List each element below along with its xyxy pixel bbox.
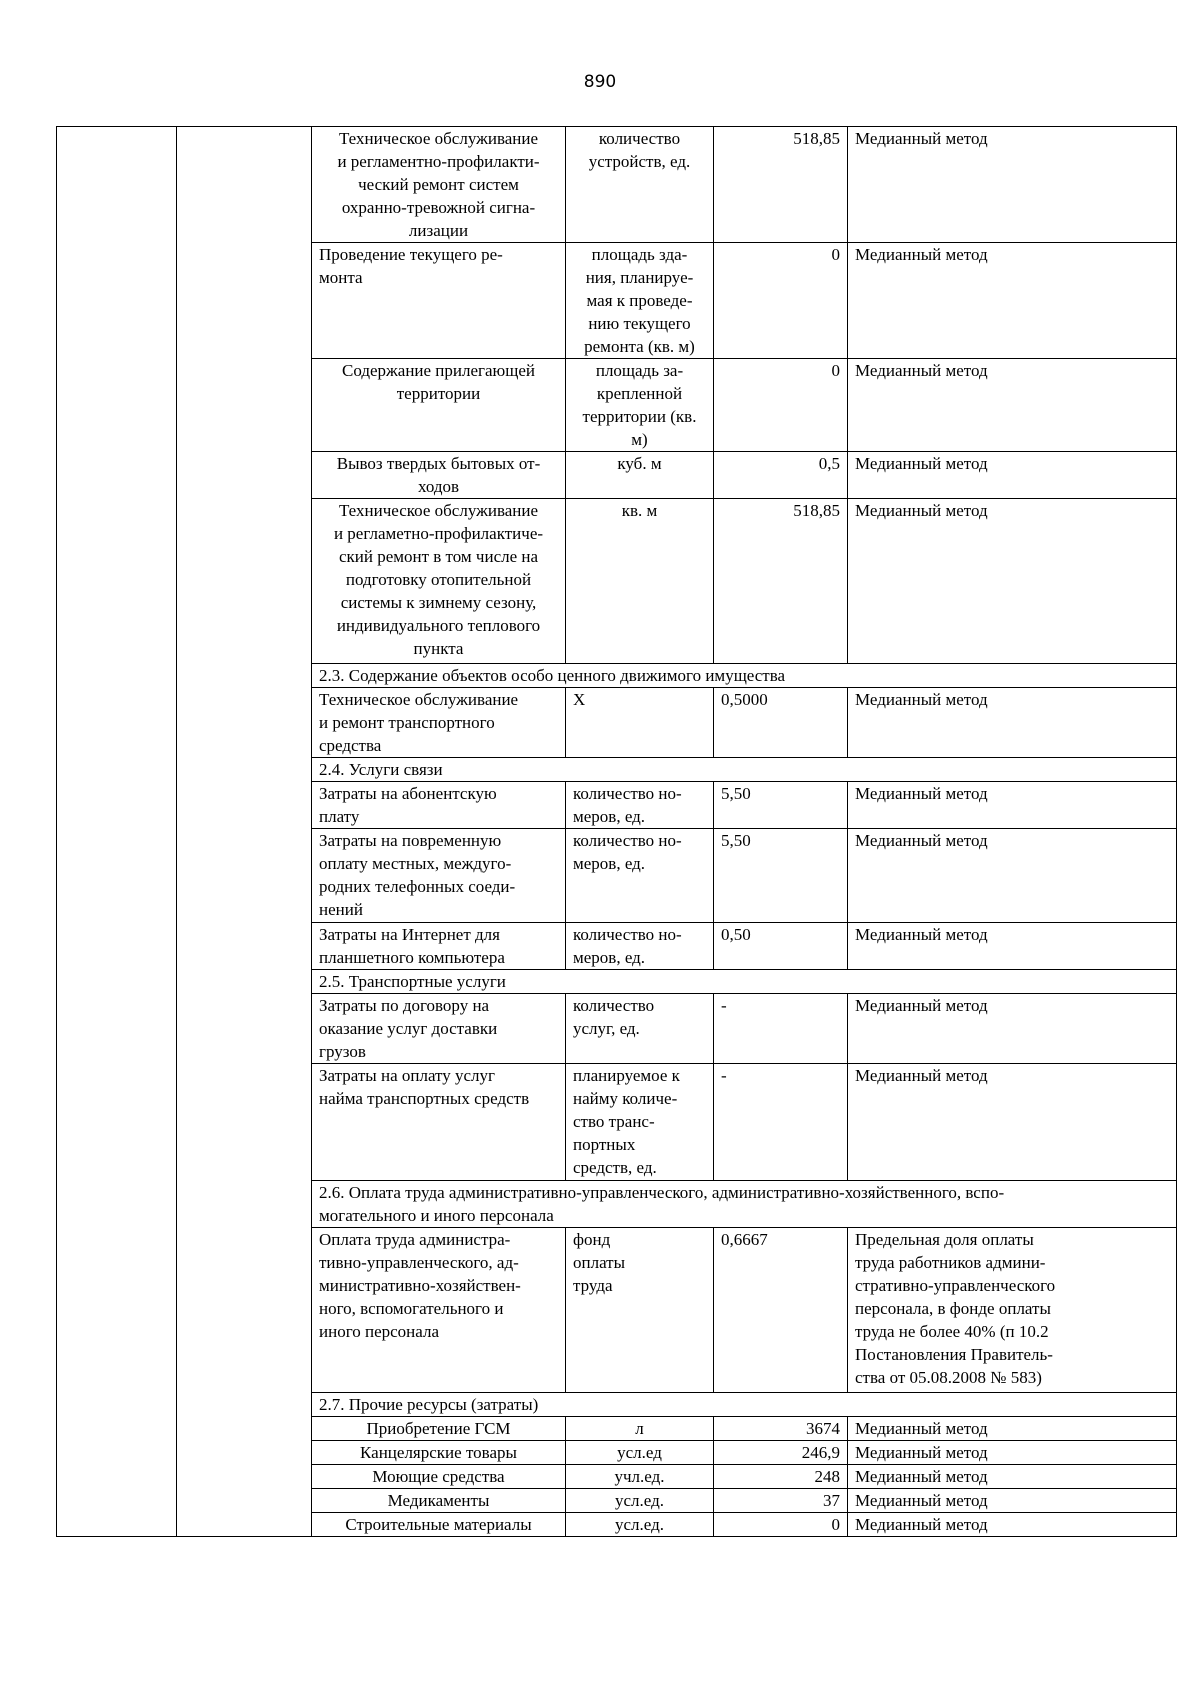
method-cell: Медианный метод	[848, 127, 1177, 243]
method-cell: Медианный метод	[848, 499, 1177, 664]
value-cell: -	[714, 1064, 848, 1181]
unit-cell: усл.ед.	[566, 1513, 714, 1537]
cost-name-cell: Приобретение ГСМ	[312, 1417, 566, 1441]
method-cell: Медианный метод	[848, 452, 1177, 499]
unit-cell: усл.ед.	[566, 1489, 714, 1513]
table-row	[57, 127, 1177, 243]
method-cell: Медианный метод	[848, 829, 1177, 923]
value-cell: 3674	[714, 1417, 848, 1441]
method-cell: Медианный метод	[848, 994, 1177, 1064]
method-cell: Медианный метод	[848, 359, 1177, 452]
value-cell: 0	[714, 243, 848, 359]
method-cell: Медианный метод	[848, 782, 1177, 829]
unit-cell: усл.ед	[566, 1441, 714, 1465]
section-heading: 2.6. Оплата труда административно-управленческого, административно-хозяйственного, вспо- могательного и иного персонала	[312, 1181, 1177, 1228]
empty-column-1	[57, 127, 177, 1537]
cost-name-cell: Содержание прилегающей территории	[312, 359, 566, 452]
method-cell: Медианный метод	[848, 1465, 1177, 1489]
cost-name-cell: Затраты на оплату услуг найма транспортных средств	[312, 1064, 566, 1181]
unit-cell: количество но- меров, ед.	[566, 782, 714, 829]
cost-name-cell: Затраты на Интернет для планшетного компьютера	[312, 923, 566, 970]
value-cell: 0	[714, 1513, 848, 1537]
method-cell: Медианный метод	[848, 1489, 1177, 1513]
cost-name-cell: Канцелярские товары	[312, 1441, 566, 1465]
value-cell: 0	[714, 359, 848, 452]
method-cell: Предельная доля оплаты труда работников админи- стративно-управленческого персонала, в фонде оплаты труда не более 40% (п 10.2 Постановления Правитель- ства от 05.08.2008 № 583)	[848, 1228, 1177, 1393]
unit-cell: площадь за- крепленной территории (кв. м)	[566, 359, 714, 452]
cost-name-cell: Техническое обслуживание и ремонт транспортного средства	[312, 688, 566, 758]
value-cell: 5,50	[714, 782, 848, 829]
cost-name-cell: Затраты по договору на оказание услуг доставки грузов	[312, 994, 566, 1064]
method-cell: Медианный метод	[848, 243, 1177, 359]
unit-cell: Х	[566, 688, 714, 758]
value-cell: 248	[714, 1465, 848, 1489]
cost-name-cell: Проведение текущего ре- монта	[312, 243, 566, 359]
value-cell: 518,85	[714, 127, 848, 243]
cost-name-cell: Моющие средства	[312, 1465, 566, 1489]
value-cell: 5,50	[714, 829, 848, 923]
cost-name-cell: Оплата труда администра- тивно-управленческого, ад- министративно-хозяйствен- ного, вспомогательного и иного персонала	[312, 1228, 566, 1393]
value-cell: 37	[714, 1489, 848, 1513]
empty-column-2	[177, 127, 312, 1537]
cost-name-cell: Техническое обслуживание и регламетно-профилактиче- ский ремонт в том числе на подготовку отопительной системы к зимнему сезону, индивидуального теплового пункта	[312, 499, 566, 664]
value-cell: 246,9	[714, 1441, 848, 1465]
section-heading: 2.7. Прочие ресурсы (затраты)	[312, 1393, 1177, 1417]
unit-cell: количество но- меров, ед.	[566, 829, 714, 923]
value-cell: -	[714, 994, 848, 1064]
method-cell: Медианный метод	[848, 923, 1177, 970]
value-cell: 518,85	[714, 499, 848, 664]
value-cell: 0,50	[714, 923, 848, 970]
value-cell: 0,6667	[714, 1228, 848, 1393]
value-cell: 0,5000	[714, 688, 848, 758]
unit-cell: планируемое к найму количе- ство транс- портных средств, ед.	[566, 1064, 714, 1181]
cost-name-cell: Техническое обслуживание и регламентно-профилакти- ческий ремонт систем охранно-тревожной сигна- лизации	[312, 127, 566, 243]
cost-name-cell: Строительные материалы	[312, 1513, 566, 1537]
page-number: 890	[583, 72, 617, 92]
unit-cell: куб. м	[566, 452, 714, 499]
value-cell: 0,5	[714, 452, 848, 499]
method-cell: Медианный метод	[848, 1513, 1177, 1537]
unit-cell: кв. м	[566, 499, 714, 664]
cost-name-cell: Вывоз твердых бытовых от- ходов	[312, 452, 566, 499]
cost-name-cell: Затраты на повременную оплату местных, междуго- родних телефонных соеди- нений	[312, 829, 566, 923]
method-cell: Медианный метод	[848, 1064, 1177, 1181]
section-heading: 2.3. Содержание объектов особо ценного движимого имущества	[312, 664, 1177, 688]
unit-cell: учл.ед.	[566, 1465, 714, 1489]
unit-cell: л	[566, 1417, 714, 1441]
unit-cell: количество устройств, ед.	[566, 127, 714, 243]
unit-cell: количество но- меров, ед.	[566, 923, 714, 970]
unit-cell: фонд оплаты труда	[566, 1228, 714, 1393]
method-cell: Медианный метод	[848, 688, 1177, 758]
cost-name-cell: Медикаменты	[312, 1489, 566, 1513]
section-heading: 2.5. Транспортные услуги	[312, 970, 1177, 994]
cost-name-cell: Затраты на абонентскую плату	[312, 782, 566, 829]
method-cell: Медианный метод	[848, 1417, 1177, 1441]
unit-cell: количество услуг, ед.	[566, 994, 714, 1064]
resources-table	[56, 126, 1177, 1537]
section-heading: 2.4. Услуги связи	[312, 758, 1177, 782]
method-cell: Медианный метод	[848, 1441, 1177, 1465]
unit-cell: площадь зда- ния, планируе- мая к проведе- нию текущего ремонта (кв. м)	[566, 243, 714, 359]
